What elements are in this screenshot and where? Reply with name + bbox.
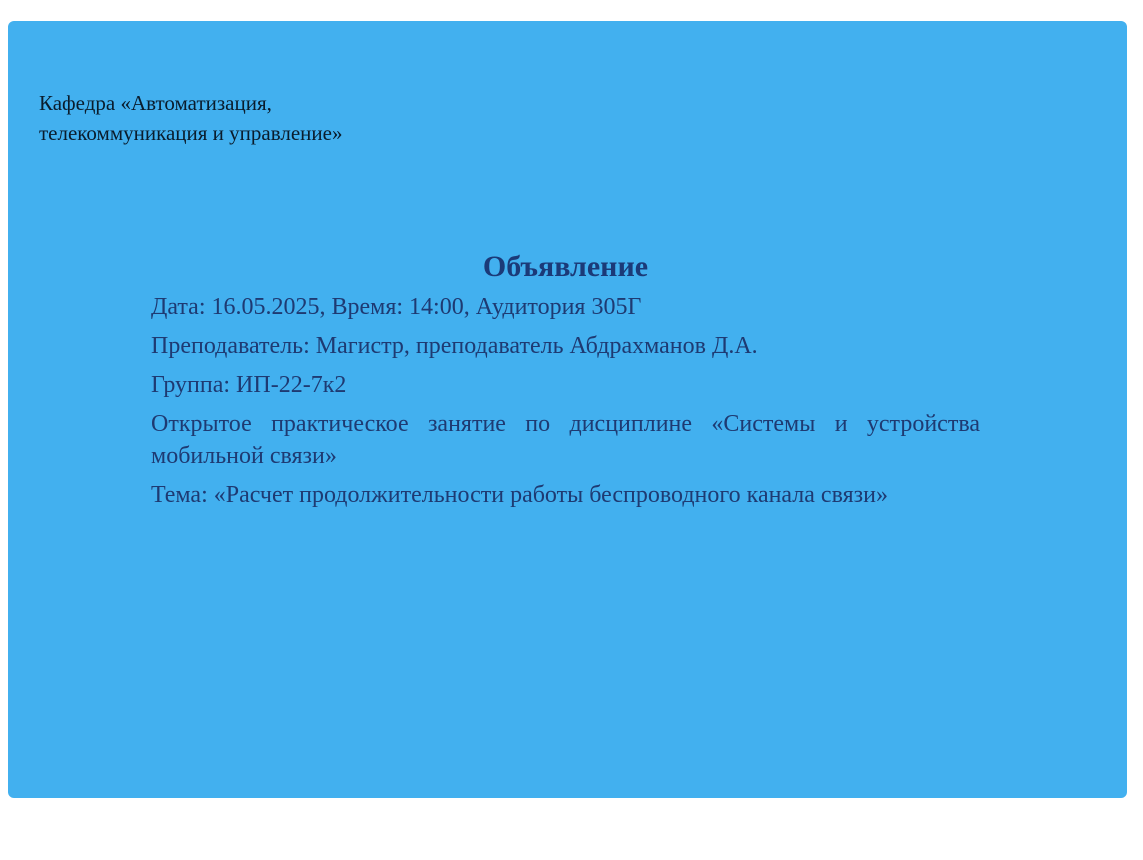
department-line-2: телекоммуникация и управление» (39, 121, 343, 145)
announcement-title: Объявление (482, 250, 649, 283)
announcement-body (151, 247, 980, 518)
teacher-info: Преподаватель: Магистр, преподаватель Абдрахманов Д.А. (151, 333, 758, 359)
lesson-topic: Тема: «Расчет продолжительности работы беспроводного канала связи» (151, 482, 888, 508)
department-line-1: Кафедра «Автоматизация, (39, 91, 272, 115)
lesson-description: Открытое практическое занятие по дисциплине «Системы и устройства мобильной связи» (151, 411, 980, 469)
announcement-card (8, 21, 1127, 798)
date-time-room: Дата: 16.05.2025, Время: 14:00, Аудитория 305Г (151, 294, 642, 320)
group-info: Группа: ИП-22-7к2 (151, 372, 347, 398)
department-heading (39, 88, 459, 148)
